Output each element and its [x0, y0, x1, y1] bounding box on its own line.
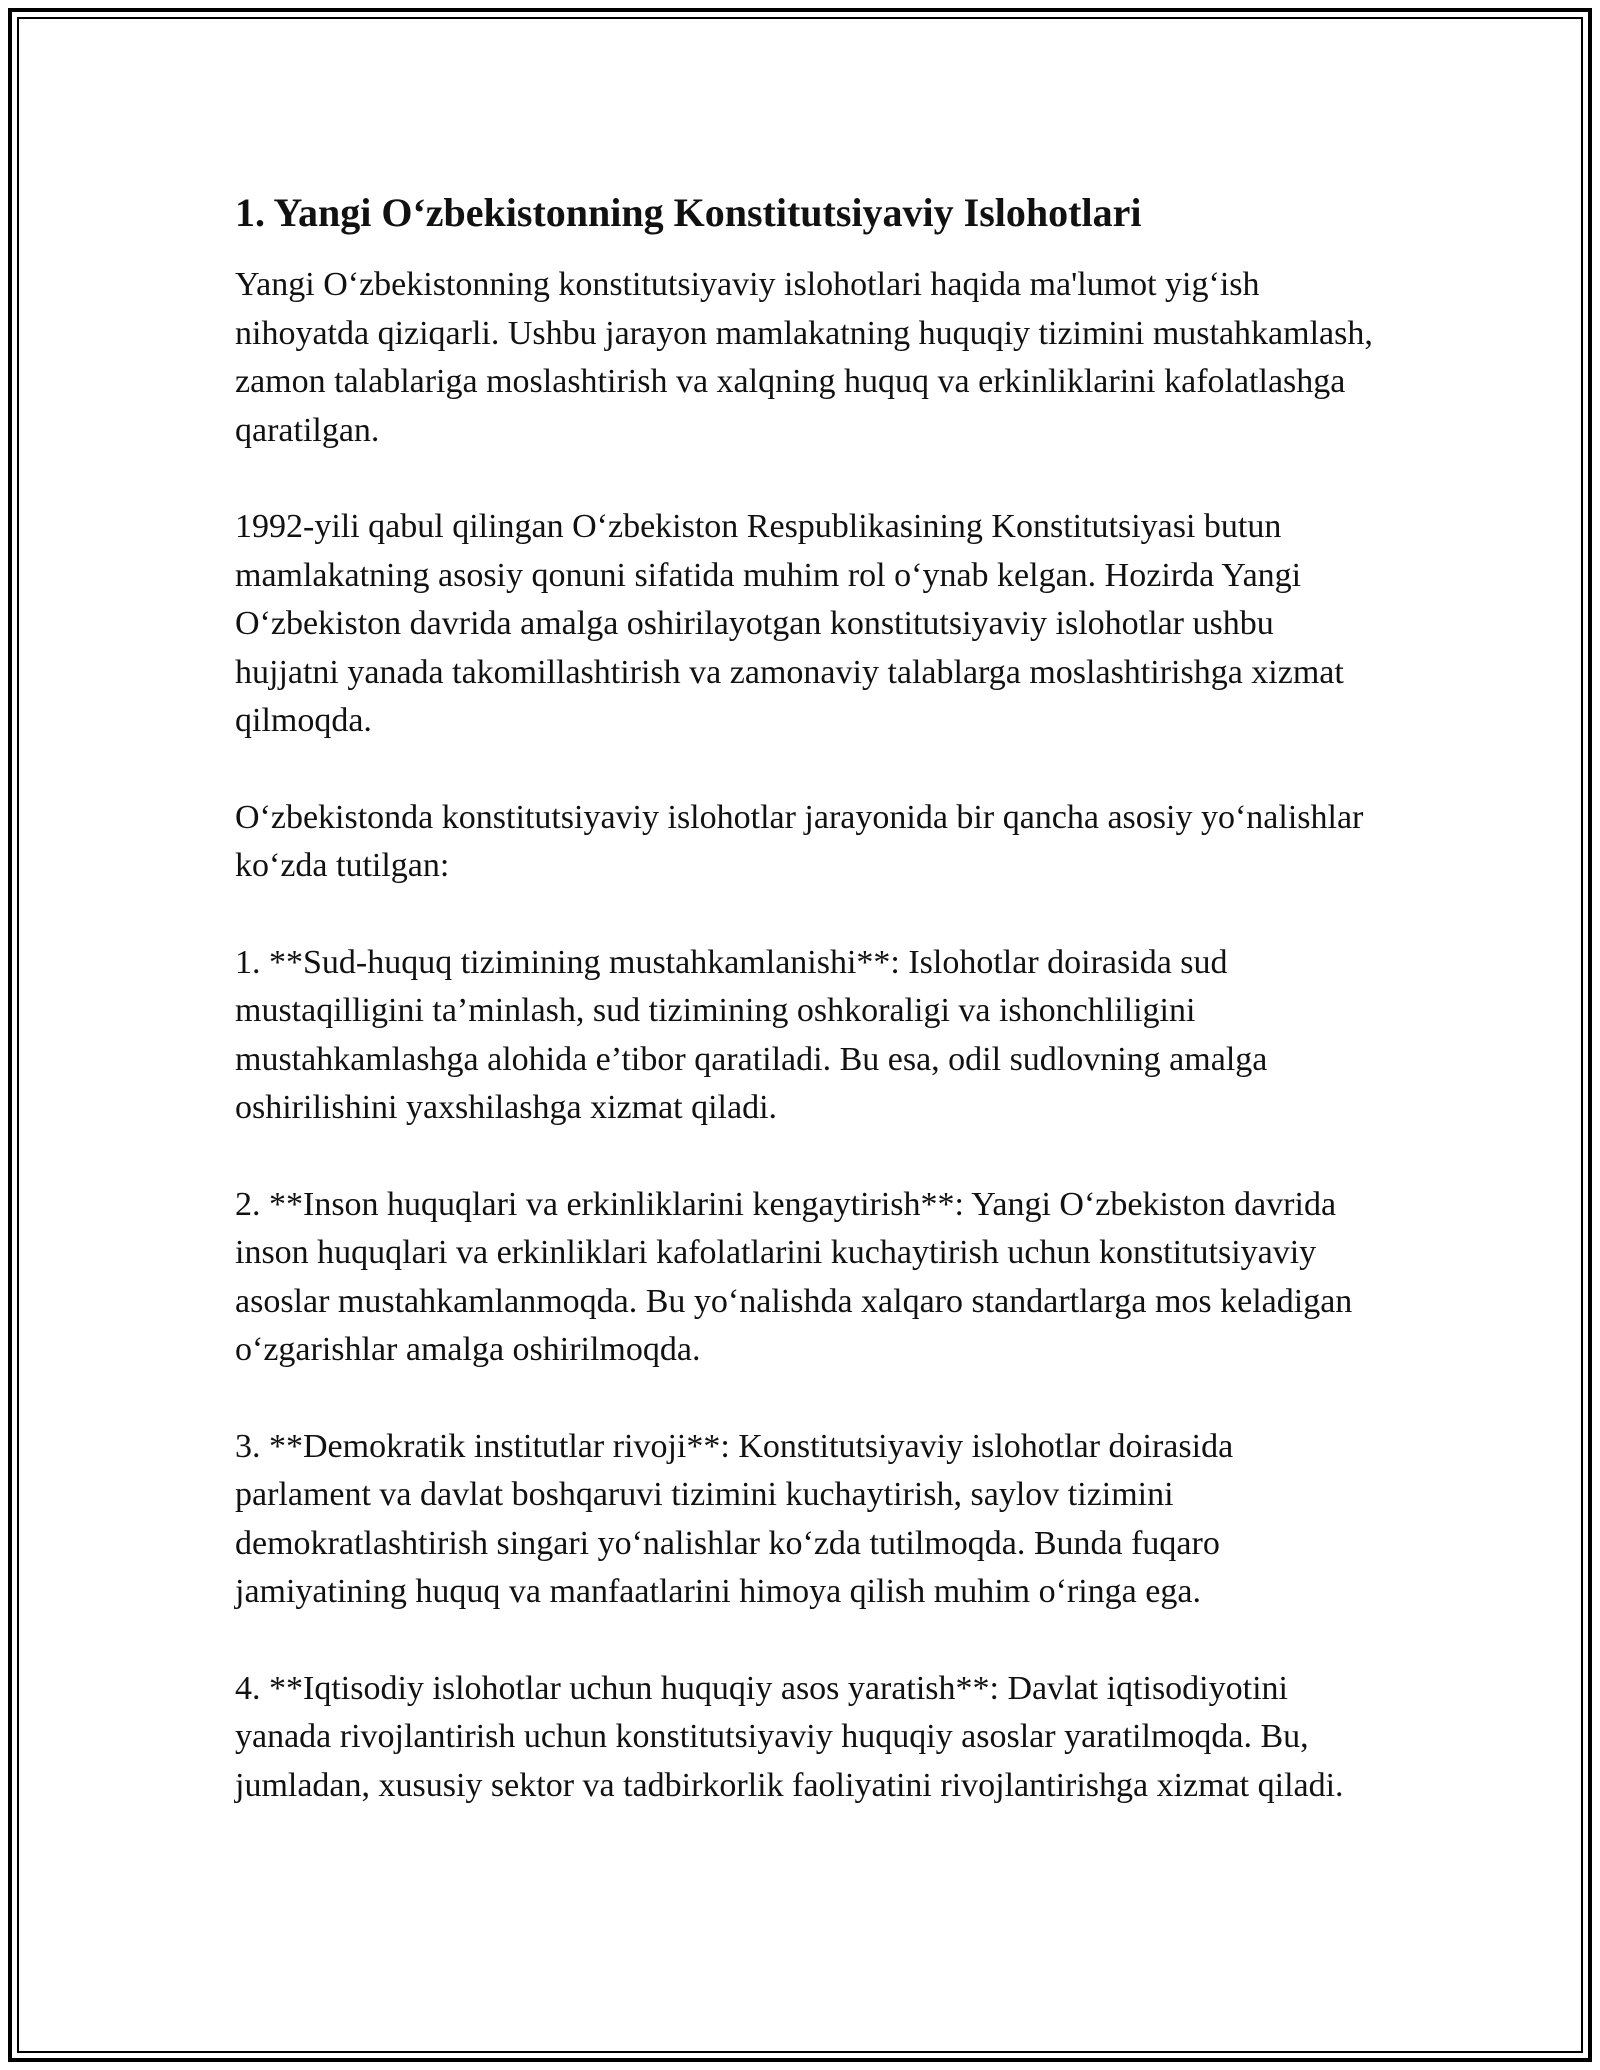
constitution-history-paragraph: 1992-yili qabul qilingan O‘zbekiston Respublikasining Konstitutsiyasi butun mamlakatning asosiy qonuni sifatida muhim rol o‘ynab kelgan. Hozirda Yangi O‘zbekiston davrida amalga oshirilayotgan konstitutsiyaviy islohotlar ushbu hujjatni yanada takomillashtirish va zamonaviy talablarga moslashtirishga xizmat qilmoqda.: [235, 508, 1344, 739]
list-item-human-rights: 2. **Inson huquqlari va erkinliklarini kengaytirish**: Yangi O‘zbekiston davrida inson huquqlari va erkinliklari kafolatlarini kuchaytirish uchun konstitutsiyaviy asoslar mustahkamlanmoqda. Bu yo‘nalishda xalqaro standartlarga mos keladigan o‘zgarishlar amalga oshirilmoqda.: [235, 1185, 1353, 1368]
list-item-democratic-institutions: 3. **Demokratik institutlar rivoji**: Konstitutsiyaviy islohotlar doirasida parlament va davlat boshqaruvi tizimini kuchaytirish, saylov tizimini demokratlashtirish singari yo‘nalishlar ko‘zda tutilmoqda. Bunda fuqaro jamiyatining huquq va manfaatlarini himoya qilish muhim o‘ringa ega.: [235, 1427, 1234, 1610]
list-item-judicial: 1. **Sud-huquq tizimining mustahkamlanishi**: Islohotlar doirasida sud mustaqilligini ta’minlash, sud tizimining oshkoraligi va ishonchliligini mustahkamlashga alohida e’tibor qaratiladi. Bu esa, odil sudlovning amalga oshirilishini yaxshilashga xizmat qiladi.: [235, 943, 1268, 1126]
document-title: 1. Yangi O‘zbekistonning Konstitutsiyaviy Islohotlari: [235, 190, 1142, 235]
list-item-economic-reforms: 4. **Iqtisodiy islohotlar uchun huquqiy asos yaratish**: Davlat iqtisodiyotini yanada rivojlantirish uchun konstitutsiyaviy huquqiy asoslar yaratilmoqda. Bu, jumladan, xususiy sektor va tadbirkorlik faoliyatini rivojlantirishga xizmat qiladi.: [235, 1669, 1344, 1804]
document-body: [235, 185, 1375, 1858]
directions-intro-paragraph: O‘zbekistonda konstitutsiyaviy islohotlar jarayonida bir qancha asosiy yo‘nalishlar ko‘zda tutilgan:: [235, 798, 1364, 884]
intro-paragraph: Yangi O‘zbekistonning konstitutsiyaviy islohotlari haqida ma'lumot yig‘ish nihoyatda qiziqarli. Ushbu jarayon mamlakatning huquqiy tizimini mustahkamlash, zamon talablariga moslashtirish va xalqning huquq va erkinliklarini kafolatlashga qaratilgan.: [235, 266, 1373, 449]
